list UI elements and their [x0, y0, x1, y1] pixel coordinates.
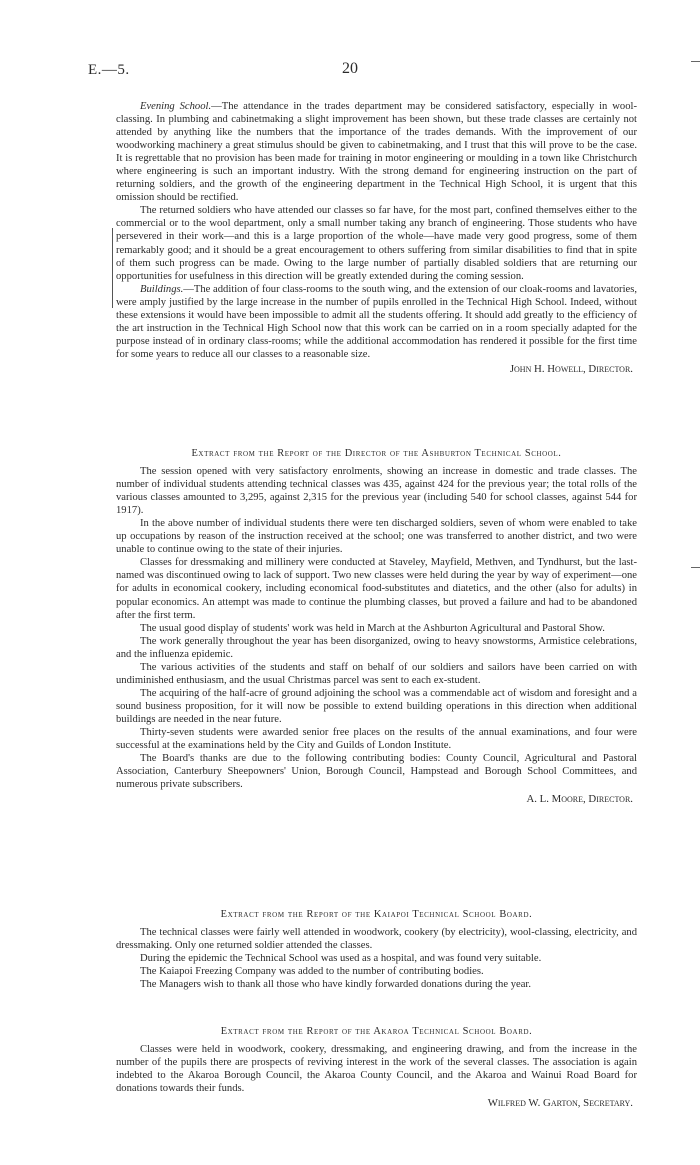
- kaiapoi-heading: Extract from the Report of the Kaiapoi Technical School Board.: [220, 909, 533, 920]
- ashburton-heading: Extract from the Report of the Director of the Ashburton Technical School.: [191, 448, 562, 459]
- buildings-text: —The addition of four class-rooms to the south wing, and the extension of our cloak-rooms and lavatories, were amply justified by the large increase in the number of pupils enrolled in the Technical High School. Indeed, without these extensions it would have been impossible to admit all the students offering. It should add greatly to the efficiency of the art instruction in the Technical High School now that this work can be carried on in a room specially adapted for the purpose instead of in ordinary class-rooms; while the additional accommodation has rendered it possible for the first time for some years to reduce all our classes to a reasonable size.: [116, 283, 637, 360]
- edge-tick-mid: [691, 567, 700, 568]
- paragraph: The Board's thanks are due to the following contributing bodies: County Council, Agricultural and Pastoral Association, Canterbury Sheepowners' Union, Borough Council, Hampstead and Borough School Committees, and numerous private subscribers.: [116, 753, 637, 791]
- paragraph: Classes for dressmaking and millinery were conducted at Staveley, Mayfield, Methven, and Tyndhurst, but the last-named was discontinued owing to lack of support. Two new classes were held during the year by way of experiment—one for adults in economical cookery, including economical food-substitutes and diatetics, and the other (also for adults) in popular economics. An attempt was made to continue the plumbing classes, but proved a failure and had to be abandoned after the first term.: [116, 557, 637, 621]
- paragraph: The Kaiapoi Freezing Company was added to the number of contributing bodies.: [140, 966, 484, 978]
- evening-school-paragraph: [116, 100, 637, 204]
- evening-school-title: Evening School.: [140, 101, 212, 112]
- paragraph: The work generally throughout the year has been disorganized, owing to heavy snowstorms, Armistice celebrations, and the influenza epidemic.: [116, 635, 637, 660]
- edge-tick-top: [691, 61, 700, 62]
- signature-garton: Wilfred W. Garton, Secretary.: [487, 1097, 633, 1110]
- signature-howell: John H. Howell, Director.: [509, 362, 633, 375]
- paragraph: The usual good display of students' work was held in March at the Ashburton Agricultural and Pastoral Show.: [140, 622, 605, 634]
- buildings-paragraph: [116, 283, 637, 361]
- section-christchurch: [116, 100, 637, 376]
- evening-school-text: —The attendance in the trades department may be considered satisfactory, especially in wool-classing. In plumbing and cabinetmaking a slight improvement has been shown, but these trade classes are certainly not attended by anything like the numbers that the importance of the trades demands. With the improvement of our woodworking machinery a great stimulus should be given to cabinetmaking, and I trust that this will prove to be the case. It is regrettable that no provision has been made for training in motor engineering or moulding in a town like Christchurch where engineering is such an important industry. With the strong demand for engineering instruction on the part of returning soldiers, and the growth of the engineering department in the Technical High School, it is urgent that this omission should be rectified.: [116, 101, 637, 204]
- paragraph: The technical classes were fairly well attended in woodwork, cookery (by electricity), wool-classing, electricity, and dressmaking. Only one returned soldier attended the classes.: [116, 927, 637, 952]
- paragraph: The various activities of the students and staff on behalf of our soldiers and sailors have been carried on with undiminished enthusiasm, and the usual Christmas parcel was sent to each ex-student.: [116, 661, 637, 686]
- section-kaiapoi: [116, 908, 637, 991]
- paragraph: In the above number of individual students there were ten discharged soldiers, seven of whom were enabled to take up occupations by reason of the instruction received at the school; one was transferred to another district, and two were unable to continue owing to the state of their injuries.: [116, 518, 637, 556]
- returned-soldiers-paragraph: The returned soldiers who have attended our classes so far have, for the most part, confined themselves either to the commercial or to the wool department, only a small number taking any branch of engineering. Those students who have persevered in their work—and this is a large proportion of the whole—have made very good progress, some of them remarkably good; and it should be a great encouragement to others suffering from similar disabilities to find that in spite of them such progress can be made. Owing to the large number of partially disabled soldiers that are returning our opportunities for usefulness in this direction will be greatly extended during the coming session.: [116, 205, 637, 282]
- margin-rule: [112, 228, 113, 308]
- paragraph: Thirty-seven students were awarded senior free places on the results of the annual examinations, and four were successful at the examinations held by the City and Guilds of London Institute.: [116, 726, 637, 752]
- paragraph: The acquiring of the half-acre of ground adjoining the school was a commendable act of wisdom and foresight and a sound business proposition, for it will now be possible to extend building operations in this direction when additional buildings are needed in the near future.: [116, 687, 637, 725]
- paragraph: The Managers wish to thank all those who have kindly forwarded donations during the year.: [140, 979, 531, 991]
- buildings-title: Buildings.: [140, 283, 184, 295]
- paragraph: Classes were held in woodwork, cookery, dressmaking, and engineering drawing, and from the increase in the number of the pupils there are prospects of reviving interest in the work of the several classes. The association is again indebted to the Akaroa Borough Council, the Akaroa County Council, and the Akaroa and Wainui Road Board for donations towards their funds.: [116, 1044, 637, 1095]
- paragraph: The session opened with very satisfactory enrolments, showing an increase in domestic and trade classes. The number of individual students attending technical classes was 435, against 424 for the previous year; the total rolls of the various classes amounted to 3,295, against 2,315 for the previous year (including 540 for school classes, against 544 for 1917).: [116, 466, 637, 517]
- paragraph: During the epidemic the Technical School was used as a hospital, and was found very suitable.: [140, 953, 542, 965]
- page-number: 20: [342, 60, 358, 77]
- section-akaroa: [116, 1025, 637, 1110]
- signature-moore: A. L. Moore, Director.: [526, 793, 633, 806]
- akaroa-heading: Extract from the Report of the Akaroa Technical School Board.: [220, 1026, 533, 1037]
- section-ashburton: [116, 447, 637, 806]
- series-reference: E.—5.: [88, 62, 130, 78]
